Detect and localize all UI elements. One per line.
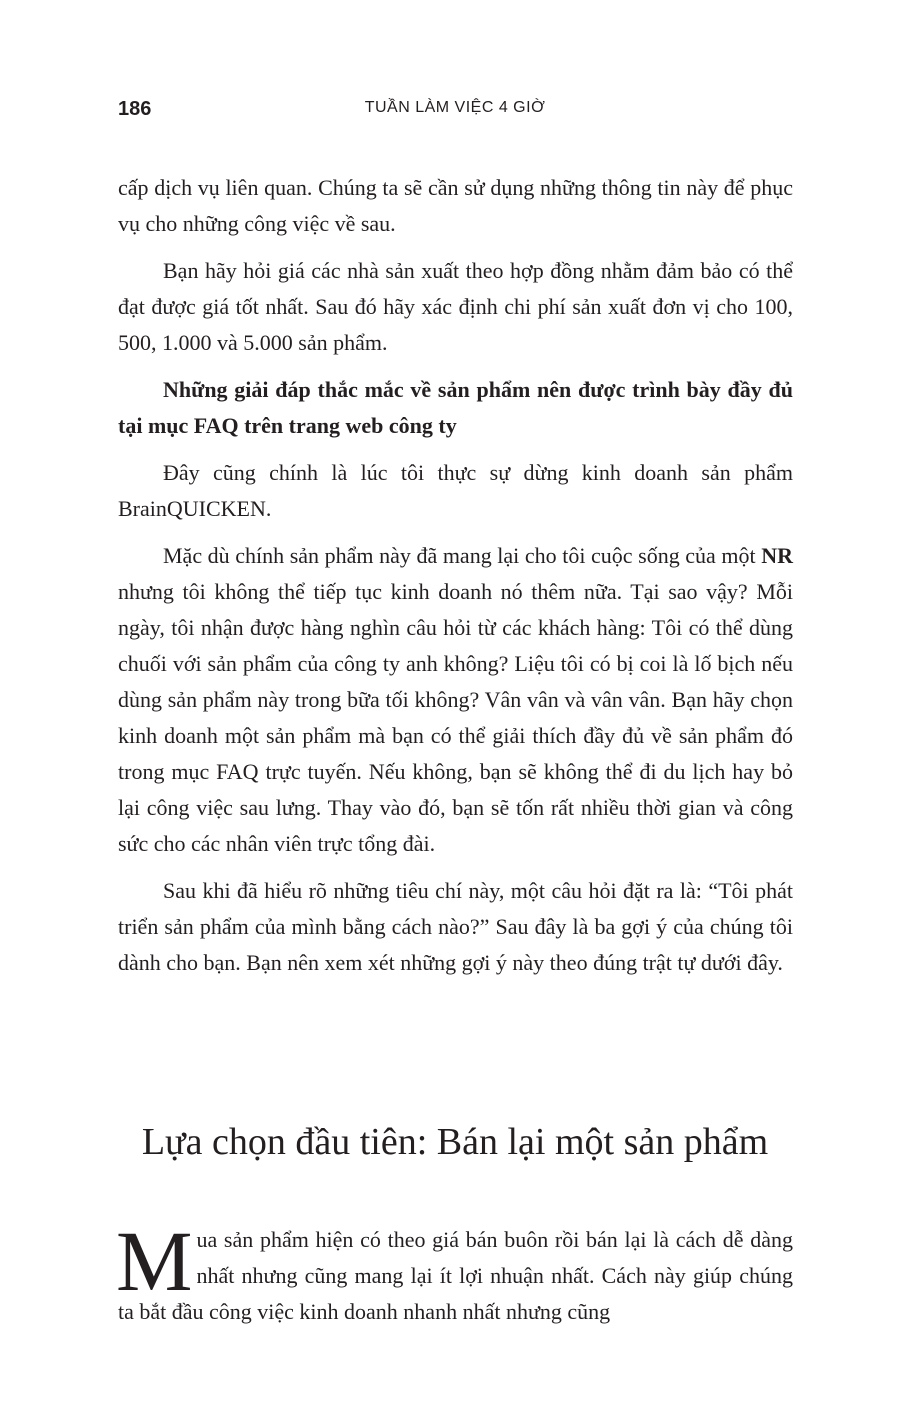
paragraph-question: Sau khi đã hiểu rõ những tiêu chí này, một câu hỏi đặt ra là: “Tôi phát triển sản phẩm của mình bằng cách nào?” Sau đây là ba gợi ý của chúng tôi dành cho bạn. Bạn nên xem xét những gợi ý này theo đúng trật tự dưới đây. [118,878,793,975]
page-number: 186 [118,98,152,120]
paragraph-nr-after: nhưng tôi không thể tiếp tục kinh doanh nó thêm nữa. Tại sao vậy? Mỗi ngày, tôi nhận được hàng nghìn câu hỏi từ các khách hàng: Tôi có thể dùng chuối với sản phẩm của công ty anh không? Liệu tôi có bị coi là lố bịch nếu dùng sản phẩm này trong bữa tối không? Vân vân và vân vân. Bạn hãy chọn kinh doanh một sản phẩm mà bạn có thể giải thích đầy đủ về sản phẩm đó trong mục FAQ trực tuyến. Nếu không, bạn sẽ không thể đi du lịch hay bỏ lại công việc sau lưng. Thay vào đó, bạn sẽ tốn rất nhiều thời gian và công sức cho các nhân viên trực tổng đài. [118,579,793,856]
paragraph-continuation: cấp dịch vụ liên quan. Chúng ta sẽ cần sử dụng những thông tin này để phục vụ cho những công việc về sau. [118,175,793,236]
paragraph-nr-before: Mặc dù chính sản phẩm này đã mang lại cho tôi cuộc sống của một [163,543,762,568]
paragraph-brainquicken: Đây cũng chính là lúc tôi thực sự dừng kinh doanh sản phẩm BrainQUICKEN. [118,460,793,521]
body-text [118,170,793,992]
paragraph-pricing: Bạn hãy hỏi giá các nhà sản xuất theo hợp đồng nhằm đảm bảo có thể đạt được giá tốt nhất. Sau đó hãy xác định chi phí sản xuất đơn vị cho 100, 500, 1.000 và 5.000 sản phẩm. [118,258,793,355]
nr-term: NR [761,543,793,568]
section-lead-paragraph [116,1213,793,1330]
section-title: Lựa chọn đầu tiên: Bán lại một sản phẩm [141,1121,769,1163]
lead-text: ua sản phẩm hiện có theo giá bán buôn rồi bán lại là cách dễ dàng nhất nhưng cũng mang lại ít lợi nhuận nhất. Cách này giúp chúng ta bắt đầu công việc kinh doanh nhanh nhất nhưng cũng [118,1227,793,1324]
criterion-heading: Những giải đáp thắc mắc về sản phẩm nên được trình bày đầy đủ tại mục FAQ trên trang web công ty [118,377,793,438]
running-head: TUẦN LÀM VIỆC 4 GIỜ [364,99,546,116]
drop-cap: M [116,1213,193,1309]
paragraph-nr [118,538,793,862]
